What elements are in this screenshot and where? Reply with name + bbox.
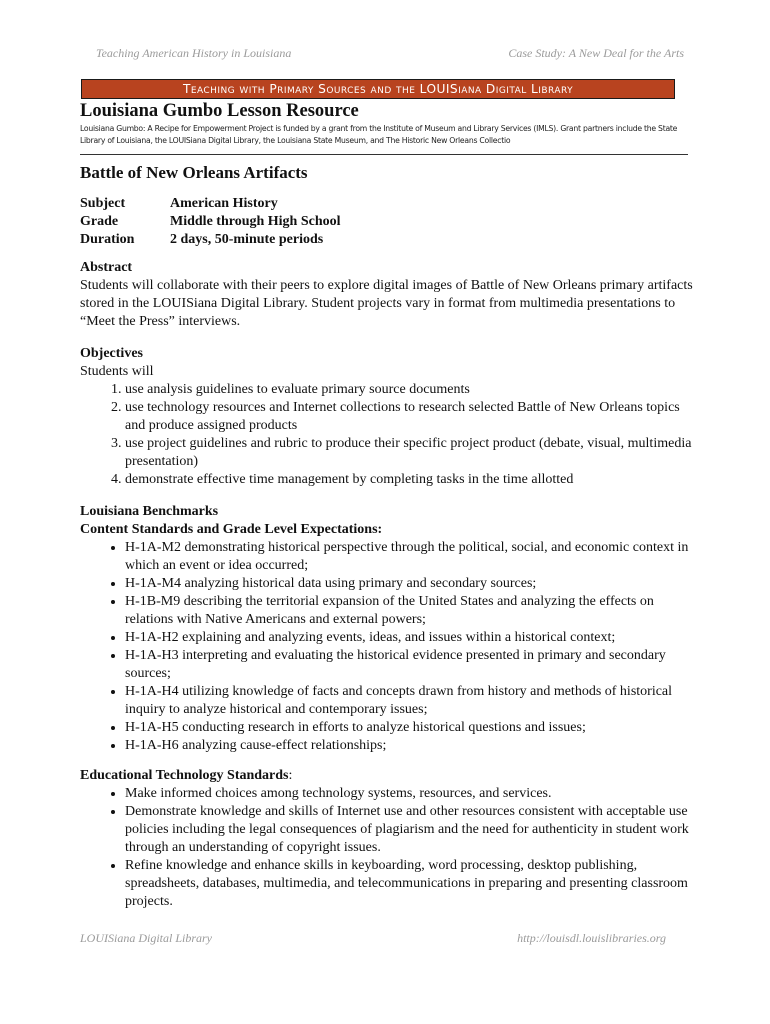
benchmarks-subheading: Content Standards and Grade Level Expectations: [80,522,383,537]
funding-note: Louisiana Gumbo: A Recipe for Empowerment Project is funded by a grant from the Institute of Museum and Library Services (IMLS). Grant partners include the State Library of Louisiana, the LOUISiana Digital Library, the Louisiana State Museum, and The Historic New Orleans Collectio [80,124,678,145]
list-item: 3. use project guidelines and rubric to produce their specific project product (debate, visual, multimedia presentation) [125,435,698,471]
grade-label: Grade [80,214,119,229]
list-item: • Demonstrate knowledge and skills of Internet use and other resources consistent with acceptable use policies including the legal consequences of plagiarism and the need for authenticity in student work through an understanding of copyright issues. [125,803,698,857]
list-item: • H-1A-H6 analyzing cause-effect relationships; [125,737,698,755]
footer-left-text: LOUISiana Digital Library [80,931,213,945]
page-footer [80,931,666,946]
benchmarks-heading: Louisiana Benchmarks [80,504,219,519]
abstract-heading: Abstract [80,260,133,275]
duration-value: 2 days, 50-minute periods [170,232,324,247]
document-title: Louisiana Gumbo Lesson Resource [80,101,359,121]
benchmarks-list [80,539,698,755]
header-left-text: Teaching American History in Louisiana [96,46,292,60]
running-header [96,46,684,61]
objectives-heading: Objectives [80,346,143,361]
list-item: • H-1A-H3 interpreting and evaluating the historical evidence presented in primary and secondary sources; [125,647,698,683]
abstract-text: Students will collaborate with their peers to explore digital images of Battle of New Orleans primary artifacts stored in the LOUISiana Digital Library. Student projects vary in format from multimedia presentations to “Meet the Press” interviews. [80,278,693,329]
lesson-body [80,162,698,911]
list-item: • H-1A-H5 conducting research in efforts to analyze historical questions and issues; [125,719,698,737]
list-item: 4. demonstrate effective time management by completing tasks in the time allotted [125,471,698,489]
title-banner: Teaching with Primary Sources and the LOUISiana Digital Library [81,79,675,99]
lesson-title: Battle of New Orleans Artifacts [80,163,308,182]
footer-url[interactable]: http://louisdl.louislibraries.org [517,931,666,945]
list-item: • H-1A-M4 analyzing historical data using primary and secondary sources; [125,575,698,593]
header-right-text: Case Study: A New Deal for the Arts [508,46,684,60]
header-divider [80,154,688,155]
duration-label: Duration [80,232,135,247]
list-item: • H-1B-M9 describing the territorial expansion of the United States and analyzing the effects on relations with Native Americans and external powers; [125,593,698,629]
list-item: 2. use technology resources and Internet collections to research selected Battle of New Orleans topics and produce assigned products [125,399,698,435]
list-item: • Make informed choices among technology systems, resources, and services. [125,785,698,803]
tech-standards-heading-line [80,767,698,785]
tech-standards-colon: : [288,768,293,783]
list-item: • H-1A-H2 explaining and analyzing events, ideas, and issues within a historical context; [125,629,698,647]
list-item: • Refine knowledge and enhance skills in keyboarding, word processing, desktop publishing, spreadsheets, databases, multimedia, and telecommunications in preparing and presenting classroom projects. [125,857,698,911]
tech-standards-heading: Educational Technology Standards [80,768,289,783]
objectives-list [80,381,698,489]
grade-value: Middle through High School [170,214,341,229]
subject-value: American History [170,196,278,211]
list-item: 1. use analysis guidelines to evaluate primary source documents [125,381,698,399]
objectives-intro: Students will [80,364,154,379]
list-item: • H-1A-M2 demonstrating historical perspective through the political, social, and economic context in which an event or idea occurred; [125,539,698,575]
tech-standards-list [80,785,698,911]
list-item: • H-1A-H4 utilizing knowledge of facts and concepts drawn from history and methods of historical inquiry to analyze historical and contemporary issues; [125,683,698,719]
lesson-meta [80,195,698,249]
subject-label: Subject [80,196,126,211]
